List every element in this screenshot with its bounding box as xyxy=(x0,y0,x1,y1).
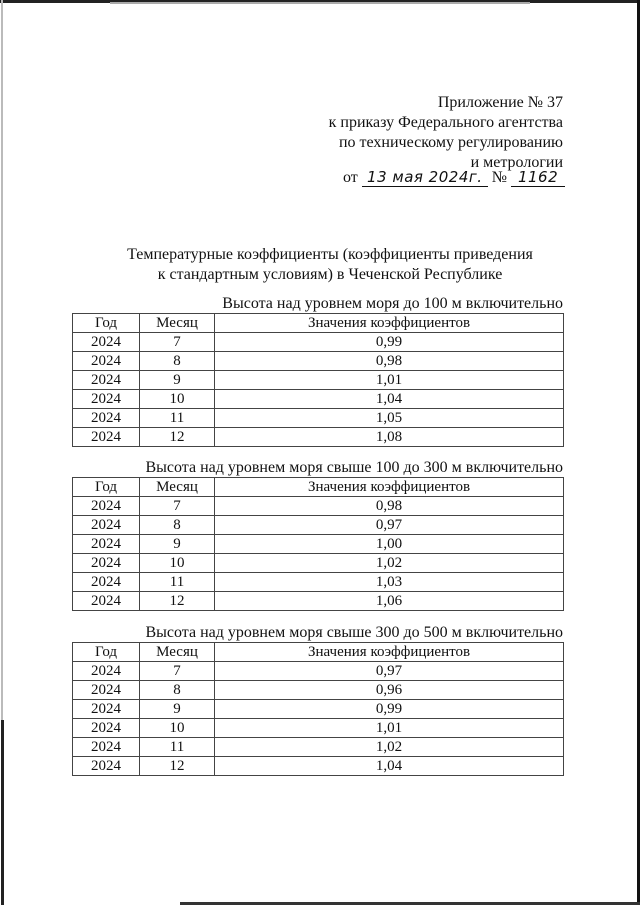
cell-value: 0,96 xyxy=(215,681,564,700)
document-title xyxy=(90,245,570,285)
table-row xyxy=(73,592,564,611)
cell-month: 8 xyxy=(140,352,215,371)
table-row xyxy=(73,757,564,776)
cell-year: 2024 xyxy=(73,573,140,592)
approval-line-4: и метрологии xyxy=(470,154,563,171)
cell-value: 1,00 xyxy=(215,535,564,554)
column-header-year: Год xyxy=(73,478,140,497)
cell-month: 11 xyxy=(140,738,215,757)
cell-month: 10 xyxy=(140,719,215,738)
order-number-handwritten: 1162 xyxy=(511,168,565,187)
cell-year: 2024 xyxy=(73,719,140,738)
title-line-2: к стандартным условиям) в Чеченской Республике xyxy=(157,266,503,283)
table-header-row xyxy=(73,643,564,662)
table-3-caption: Высота над уровнем моря свыше 300 до 500 м включительно xyxy=(145,624,563,641)
column-header-value: Значения коэффициентов xyxy=(215,478,564,497)
cell-value: 1,01 xyxy=(215,719,564,738)
column-header-year: Год xyxy=(73,314,140,333)
cell-year: 2024 xyxy=(73,333,140,352)
cell-value: 0,99 xyxy=(215,333,564,352)
cell-year: 2024 xyxy=(73,592,140,611)
cell-year: 2024 xyxy=(73,409,140,428)
column-header-month: Месяц xyxy=(140,314,215,333)
cell-year: 2024 xyxy=(73,352,140,371)
table-row xyxy=(73,535,564,554)
column-header-value: Значения коэффициентов xyxy=(215,643,564,662)
table-row xyxy=(73,371,564,390)
column-header-year: Год xyxy=(73,643,140,662)
cell-year: 2024 xyxy=(73,662,140,681)
scan-edge-top-shadow xyxy=(110,2,530,4)
table-row xyxy=(73,738,564,757)
order-number-label: № xyxy=(491,169,508,186)
table-row xyxy=(73,700,564,719)
table-row xyxy=(73,497,564,516)
cell-year: 2024 xyxy=(73,681,140,700)
cell-year: 2024 xyxy=(73,757,140,776)
cell-year: 2024 xyxy=(73,554,140,573)
cell-value: 0,97 xyxy=(215,516,564,535)
table-row xyxy=(73,390,564,409)
cell-month: 7 xyxy=(140,497,215,516)
table-row xyxy=(73,719,564,738)
cell-year: 2024 xyxy=(73,738,140,757)
scan-edge-left-dark xyxy=(1,720,4,905)
cell-value: 1,08 xyxy=(215,428,564,447)
cell-value: 1,04 xyxy=(215,757,564,776)
cell-value: 0,98 xyxy=(215,352,564,371)
order-date-handwritten: 13 мая 2024г. xyxy=(362,168,488,187)
table-row xyxy=(73,409,564,428)
cell-value: 1,06 xyxy=(215,592,564,611)
order-reference xyxy=(343,168,565,187)
title-line-1: Температурные коэффициенты (коэффициенты приведения xyxy=(127,246,533,263)
cell-month: 7 xyxy=(140,662,215,681)
cell-value: 1,05 xyxy=(215,409,564,428)
table-row xyxy=(73,516,564,535)
table-header-row xyxy=(73,314,564,333)
cell-value: 1,04 xyxy=(215,390,564,409)
table-row xyxy=(73,573,564,592)
cell-month: 12 xyxy=(140,592,215,611)
coefficients-table-2 xyxy=(72,477,564,611)
table-row xyxy=(73,662,564,681)
cell-year: 2024 xyxy=(73,497,140,516)
table-row xyxy=(73,554,564,573)
table-row xyxy=(73,681,564,700)
cell-month: 9 xyxy=(140,371,215,390)
table-1-caption: Высота над уровнем моря до 100 м включительно xyxy=(222,295,563,312)
cell-value: 0,98 xyxy=(215,497,564,516)
cell-value: 1,02 xyxy=(215,738,564,757)
table-row xyxy=(73,428,564,447)
cell-value: 1,03 xyxy=(215,573,564,592)
cell-month: 12 xyxy=(140,757,215,776)
approval-line-3: по техническому регулированию xyxy=(338,134,563,151)
cell-month: 7 xyxy=(140,333,215,352)
table-row xyxy=(73,352,564,371)
cell-year: 2024 xyxy=(73,371,140,390)
table-row xyxy=(73,333,564,352)
cell-year: 2024 xyxy=(73,390,140,409)
approval-line-2: к приказу Федерального агентства xyxy=(328,114,563,131)
cell-value: 0,99 xyxy=(215,700,564,719)
table-header-row xyxy=(73,478,564,497)
cell-month: 11 xyxy=(140,409,215,428)
cell-value: 0,97 xyxy=(215,662,564,681)
cell-year: 2024 xyxy=(73,516,140,535)
cell-month: 9 xyxy=(140,535,215,554)
appendix-number: Приложение № 37 xyxy=(437,94,563,111)
order-prefix: от xyxy=(343,169,358,186)
column-header-month: Месяц xyxy=(140,643,215,662)
column-header-value: Значения коэффициентов xyxy=(215,314,564,333)
cell-month: 9 xyxy=(140,700,215,719)
cell-month: 10 xyxy=(140,554,215,573)
cell-value: 1,02 xyxy=(215,554,564,573)
approval-block xyxy=(329,93,563,173)
cell-month: 10 xyxy=(140,390,215,409)
coefficients-table-3 xyxy=(72,642,564,776)
coefficients-table-1 xyxy=(72,313,564,447)
cell-value: 1,01 xyxy=(215,371,564,390)
cell-month: 8 xyxy=(140,516,215,535)
cell-month: 11 xyxy=(140,573,215,592)
cell-month: 12 xyxy=(140,428,215,447)
table-2-caption: Высота над уровнем моря свыше 100 до 300 м включительно xyxy=(145,459,563,476)
column-header-month: Месяц xyxy=(140,478,215,497)
cell-year: 2024 xyxy=(73,700,140,719)
cell-year: 2024 xyxy=(73,535,140,554)
cell-month: 8 xyxy=(140,681,215,700)
cell-year: 2024 xyxy=(73,428,140,447)
